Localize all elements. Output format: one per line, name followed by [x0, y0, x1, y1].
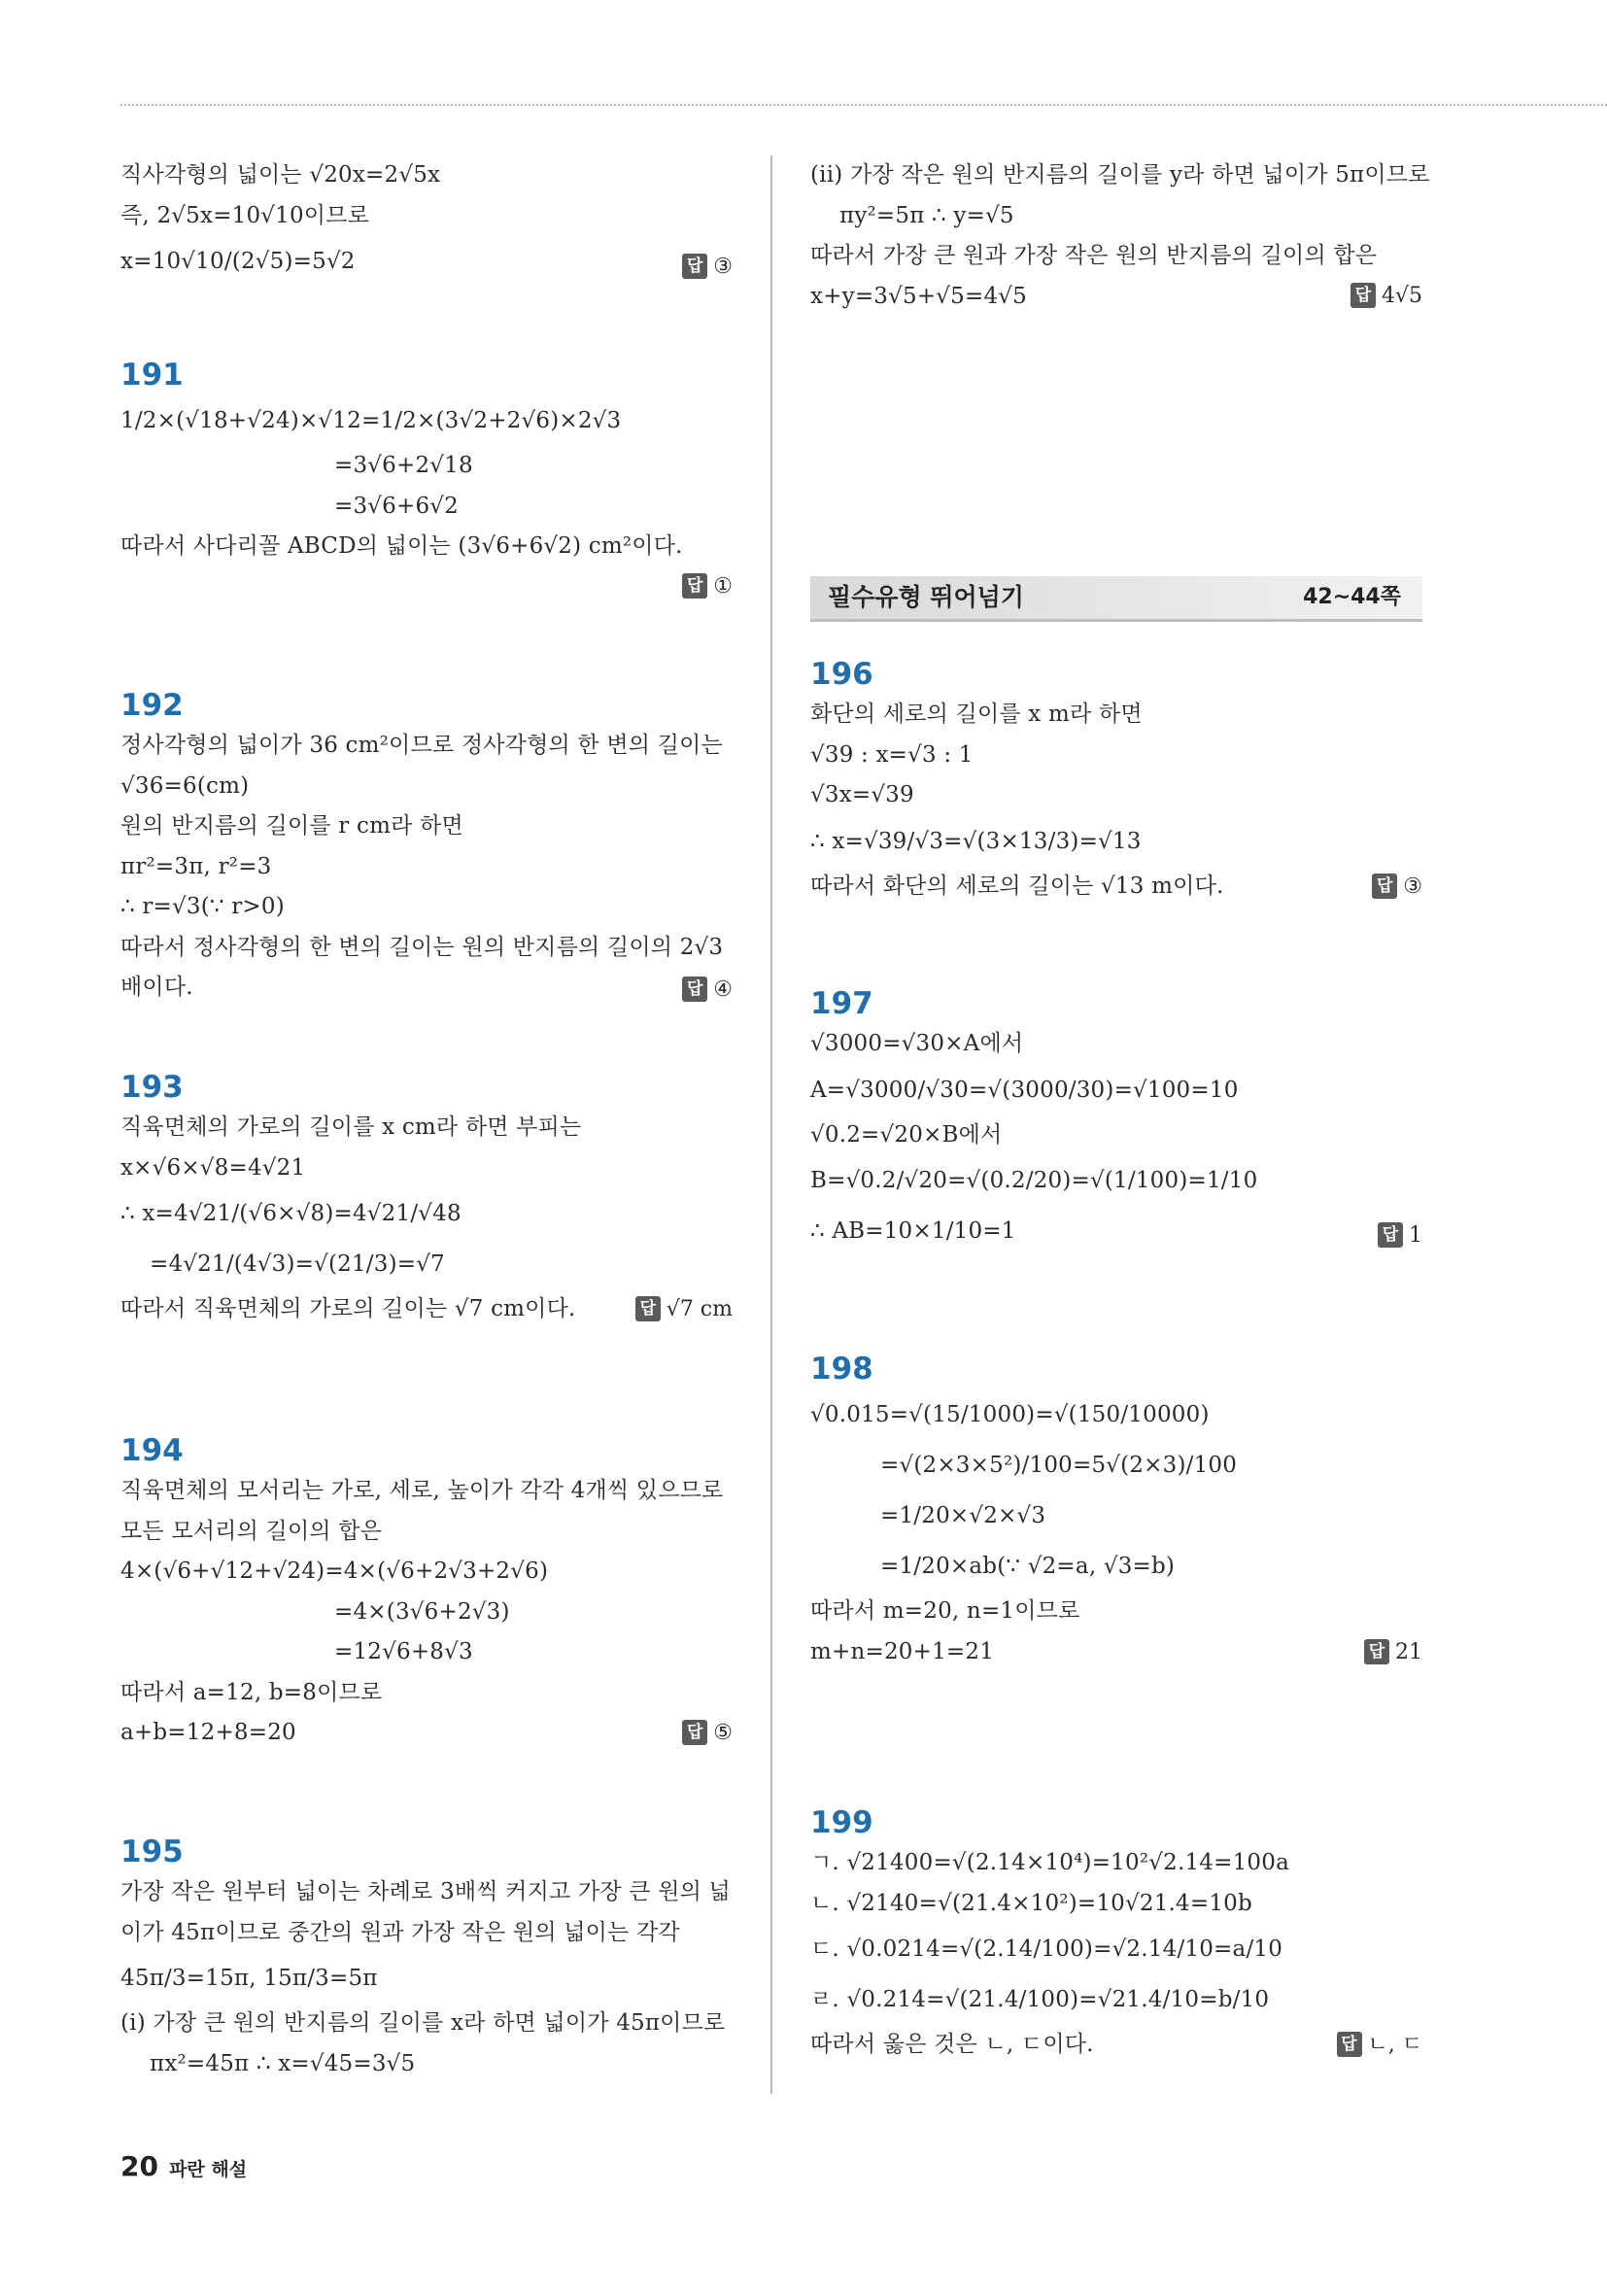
solution-line: √0.2=√20×B에서: [810, 1121, 1003, 1148]
answer-tag: 답: [1337, 2032, 1362, 2057]
answer-value: ①: [713, 574, 733, 599]
answer-tag: 답: [635, 1296, 661, 1321]
solution-line: (i) 가장 큰 원의 반지름의 길이를 x라 하면 넓이가 45π이므로: [120, 2010, 726, 2036]
answer-value: 1: [1409, 1223, 1422, 1248]
solution-line: 원의 반지름의 길이를 r cm라 하면: [120, 813, 463, 839]
solution-line: a+b=12+8=20: [120, 1720, 296, 1745]
answer-badge: [682, 1713, 733, 1754]
solution-line: ∴ r=√3(∵ r>0): [120, 894, 285, 919]
solution-line: 4×(√6+√12+√24)=4×(√6+2√3+2√6): [120, 1559, 549, 1584]
solution-line: √3000=√30×A에서: [810, 1031, 1024, 1056]
solution-line: =1/20×ab(∵ √2=a, √3=b): [880, 1554, 1176, 1579]
solution-line: x+y=3√5+√5=4√5: [810, 283, 1027, 309]
solution-line: 직육면체의 가로의 길이를 x cm라 하면 부피는: [120, 1114, 582, 1140]
solution-line: (ii) 가장 작은 원의 반지름의 길이를 y라 하면 넓이가 5π이므로: [810, 162, 1430, 188]
continued-solution-190: [120, 155, 733, 287]
section-pages: 42~44쪽: [1303, 585, 1401, 609]
solution-line: 따라서 화단의 세로의 길이는 √13 m이다.: [810, 873, 1224, 899]
solution-line: 따라서 m=20, n=1이므로: [810, 1598, 1080, 1624]
solution-line: ∴ x=√39/√3=√(3×13/3)=√13: [810, 828, 1142, 854]
answer-value: ㄴ, ㄷ: [1367, 2033, 1422, 2057]
problem-number: 192: [120, 688, 184, 723]
problem-195: [120, 1832, 733, 2084]
answer-badge: [1372, 867, 1422, 908]
solution-line: x×√6×√8=4√21: [120, 1154, 306, 1181]
answer-badge: [635, 1289, 733, 1330]
answer-value: ③: [1403, 874, 1422, 899]
solution-line: 따라서 사다리꼴 ABCD의 넓이는 (3√6+6√2) cm²이다.: [120, 533, 683, 559]
solution-line: √0.015=√(15/1000)=√(150/10000): [810, 1402, 1210, 1427]
solution-line: πr²=3π, r²=3: [120, 853, 272, 879]
problem-number: 195: [120, 1834, 184, 1869]
solution-line: 따라서 정사각형의 한 변의 길이는 원의 반지름의 길이의 2√3: [120, 934, 724, 960]
book-label: 파란 해설: [169, 2159, 248, 2180]
solution-line: =12√6+8√3: [334, 1639, 473, 1664]
problem-196: [810, 654, 1422, 907]
column-divider: [770, 155, 772, 2094]
solution-line: ∴ x=4√21/(√6×√8)=4√21/√48: [120, 1201, 462, 1226]
solution-line: 즉, 2√5x=10√10이므로: [120, 202, 370, 228]
solution-line: √39 : x=√3 : 1: [810, 741, 974, 768]
problem-number: 199: [810, 1805, 873, 1840]
page-number: 20: [120, 2150, 158, 2182]
solution-line: =4√21/(4√3)=√(21/3)=√7: [150, 1251, 445, 1277]
solution-line: =√(2×3×5²)/100=5√(2×3)/100: [880, 1453, 1238, 1478]
solution-line: √36=6(cm): [120, 772, 250, 799]
solution-line: =4×(3√6+2√3): [334, 1598, 510, 1625]
problem-194: [120, 1430, 733, 1754]
continued-solution-195: [810, 155, 1430, 317]
solution-line: =3√6+2√18: [334, 453, 473, 478]
answer-value: √7 cm: [666, 1297, 733, 1321]
solution-line: x=10√10/(2√5)=5√2: [120, 249, 356, 274]
answer-badge: [682, 566, 733, 607]
problem-192: [120, 685, 733, 1009]
problem-191: [120, 355, 733, 599]
answer-tag: 답: [1372, 874, 1397, 899]
solution-line: 직육면체의 모서리는 가로, 세로, 높이가 각각 4개씩 있으므로: [120, 1478, 724, 1503]
answer-tag: 답: [1378, 1222, 1403, 1248]
problem-number: 193: [120, 1070, 184, 1105]
answer-badge: [1364, 1632, 1422, 1673]
problem-199: [810, 1802, 1422, 2066]
answer-badge: [682, 970, 733, 1011]
section-title: 필수유형 뛰어넘기: [828, 583, 1024, 611]
problem-198: [810, 1349, 1422, 1672]
answer-badge: [1337, 2025, 1423, 2066]
solution-line: =1/20×√2×√3: [880, 1503, 1046, 1528]
answer-tag: 답: [682, 254, 707, 279]
solution-line: 가장 작은 원부터 넓이는 차례로 3배씩 커지고 가장 큰 원의 넓: [120, 1879, 731, 1904]
problem-number: 191: [120, 358, 184, 393]
solution-line: 정사각형의 넓이가 36 cm²이므로 정사각형의 한 변의 길이는: [120, 733, 723, 758]
solution-line: ㄱ. √21400=√(2.14×10⁴)=10²√2.14=100a: [810, 1850, 1290, 1875]
solution-line: 따라서 옳은 것은 ㄴ, ㄷ이다.: [810, 2032, 1094, 2057]
solution-line: m+n=20+1=21: [810, 1638, 995, 1664]
answer-badge: [1351, 276, 1422, 317]
answer-value: ④: [713, 977, 733, 1002]
solution-line: 1/2×(√18+√24)×√12=1/2×(3√2+2√6)×2√3: [120, 408, 622, 433]
solution-line: πy²=5π ∴ y=√5: [839, 202, 1014, 228]
problem-number: 194: [120, 1433, 184, 1468]
solution-line: ㄹ. √0.214=√(21.4/100)=√21.4/10=b/10: [810, 1987, 1270, 2012]
solution-line: 따라서 가장 큰 원과 가장 작은 원의 반지름의 길이의 합은: [810, 243, 1378, 268]
answer-badge: [1378, 1216, 1422, 1256]
solution-line: πx²=45π ∴ x=√45=3√5: [150, 2050, 416, 2076]
answer-tag: 답: [682, 573, 707, 599]
solution-line: 직사각형의 넓이는 √20x=2√5x: [120, 162, 441, 188]
answer-value: ⑤: [713, 1721, 733, 1745]
solution-line: A=√3000/√30=√(3000/30)=√100=10: [810, 1077, 1239, 1103]
answer-tag: 답: [682, 977, 707, 1002]
solution-line: ㄴ. √2140=√(21.4×10²)=10√21.4=10b: [810, 1890, 1252, 1916]
problem-number: 197: [810, 986, 873, 1021]
solution-line: 따라서 a=12, b=8이므로: [120, 1679, 383, 1705]
problem-193: [120, 1067, 733, 1330]
solution-line: 45π/3=15π, 15π/3=5π: [120, 1966, 378, 1991]
solution-line: 따라서 직육면체의 가로의 길이는 √7 cm이다.: [120, 1296, 576, 1321]
solution-line: 이가 45π이므로 중간의 원과 가장 작은 원의 넓이는 각각: [120, 1919, 680, 1945]
top-dotted-rule: [120, 104, 1607, 106]
solution-line: 화단의 세로의 길이를 x m라 하면: [810, 702, 1143, 727]
solution-line: =3√6+6√2: [334, 493, 459, 519]
page-footer: [120, 2150, 247, 2182]
solution-line: ㄷ. √0.0214=√(2.14/100)=√2.14/10=a/10: [810, 1936, 1283, 1962]
problem-number: 198: [810, 1352, 873, 1387]
problem-number: 196: [810, 657, 873, 692]
solution-line: B=√0.2/√20=√(0.2/20)=√(1/100)=1/10: [810, 1168, 1258, 1193]
solution-line: 배이다.: [120, 975, 193, 1000]
answer-tag: 답: [1364, 1639, 1389, 1664]
solution-line: √3x=√39: [810, 782, 914, 807]
solution-line: ∴ AB=10×1/10=1: [810, 1218, 1016, 1244]
problem-197: [810, 983, 1422, 1256]
solution-line: 모든 모서리의 길이의 합은: [120, 1518, 383, 1544]
answer-value: 4√5: [1381, 284, 1422, 308]
answer-badge: [682, 247, 733, 288]
answer-tag: 답: [682, 1720, 707, 1745]
answer-value: 21: [1395, 1640, 1422, 1664]
answer-tag: 답: [1351, 283, 1376, 308]
section-header: [810, 576, 1422, 622]
answer-value: ③: [713, 255, 733, 279]
